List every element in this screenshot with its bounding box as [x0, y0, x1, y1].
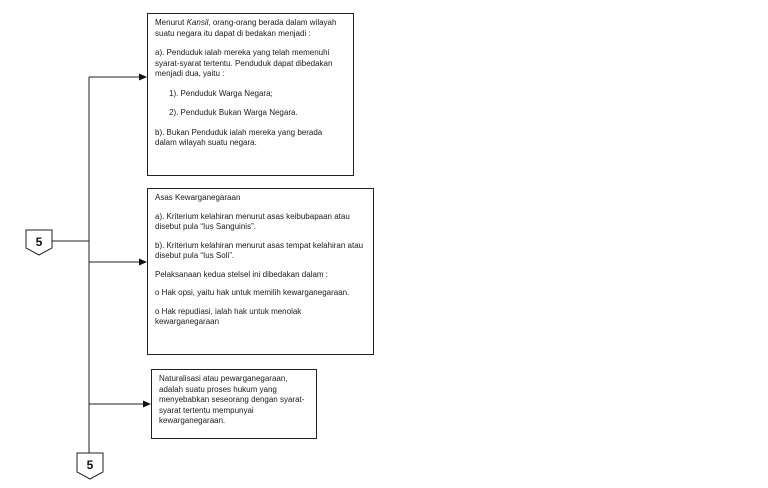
- connector-label-bottom: 5: [86, 458, 94, 472]
- asas-opt-1: o Hak opsi, yaitu hak untuk memilih kewarganegaraan.: [155, 288, 350, 297]
- asas-item-b: b). Kriterium kelahiran menurut asas tempat kelahiran atau disebut pula “Ius Soli”.: [155, 240, 364, 260]
- asas-implementation: Pelaksanaan kedua stelsel ini dibedakan dalam :: [155, 269, 329, 279]
- asas-title: Asas Kewarganegaraan: [155, 193, 241, 202]
- penduduk-sub-1: 1). Penduduk Warga Negara;: [169, 88, 273, 98]
- penduduk-box: [147, 13, 354, 176]
- connector-label-top: 5: [35, 235, 43, 249]
- asas-item-a: a). Kriterium kelahiran menurut asas keibubapaan atau disebut pula “Ius Sanguinis”.: [155, 211, 350, 231]
- kansil-emphasis: Kansil: [186, 18, 209, 27]
- asas-kewarganegaraan-box: [147, 188, 374, 355]
- penduduk-sub-2: 2). Penduduk Bukan Warga Negara.: [169, 108, 298, 117]
- penduduk-item-a: a). Penduduk ialah mereka yang telah memenuhi syarat-syarat tertentu. Penduduk dapat dibedakan menjadi dua, yaitu :: [155, 48, 333, 78]
- penduduk-item-b: b). Bukan Penduduk ialah mereka yang berada dalam wilayah suatu negara.: [155, 127, 323, 147]
- asas-opt-2: o Hak repudiasi, ialah hak untuk menolak kewarganegaraan: [155, 306, 302, 326]
- penduduk-intro: Menurut Kansil, orang-orang berada dalam wilayah suatu negara itu dapat di bedakan menjadi :: [155, 18, 337, 38]
- naturalisasi-text: Naturalisasi atau pewarganegaraan, adalah suatu proses hukum yang menyebabkan seseorang dengan syarat-syarat tertentu mempunyai kewarganegaraan.: [159, 374, 305, 425]
- naturalisasi-box: [151, 369, 317, 439]
